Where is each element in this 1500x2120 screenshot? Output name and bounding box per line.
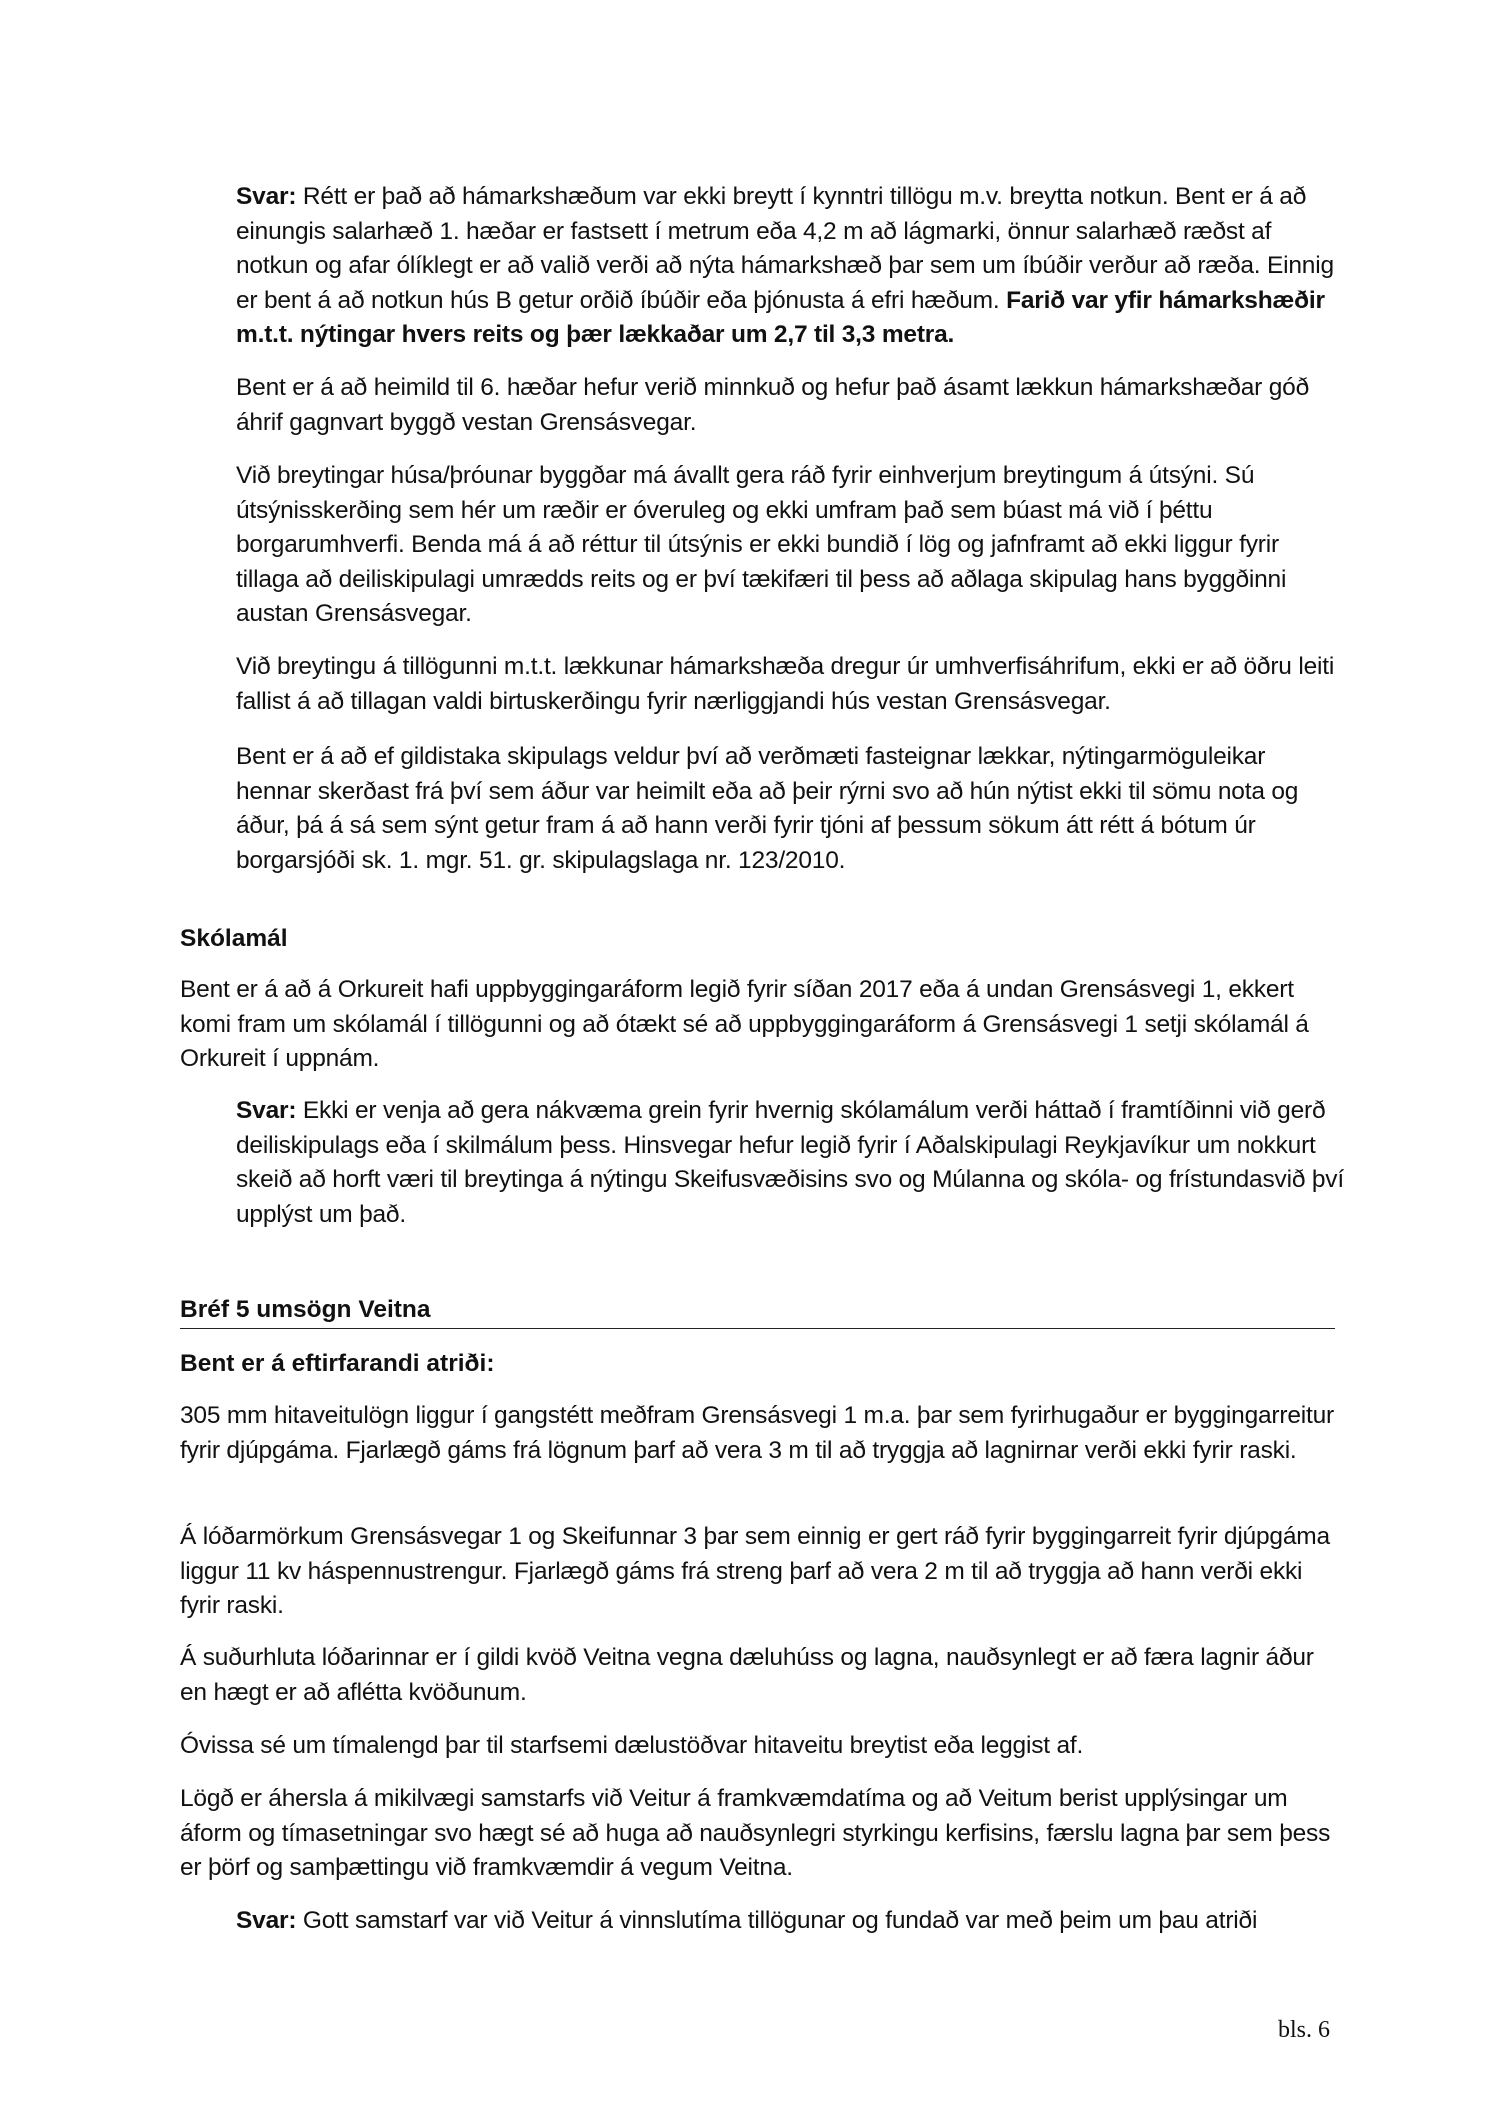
heading-school: Skólamál xyxy=(180,925,288,952)
paragraph-uncertainty: Óvissa sé um tímalengd þar til starfsemi dælustöðvar hitaveitu breytist eða leggist af. xyxy=(180,1732,1084,1759)
reply-school-paragraph xyxy=(236,1094,1346,1232)
paragraph-sixth-floor: Bent er á að heimild til 6. hæðar hefur verið minnkuð og hefur það ásamt lækkun hámarkshæðar góð áhrif gagnvart byggð vestan Grensásvegar. xyxy=(236,374,1310,436)
paragraph-view: Við breytingar húsa/þróunar byggðar má ávallt gera ráð fyrir einhverjum breytingum á útsýni. Sú útsýnisskerðing sem hér um ræðir er óveruleg og ekki umfram það sem búast má við í þéttu borgarumhverfi. Benda má á að réttur til útsýnis er ekki bundið í lög og jafnframt að ekki liggur fyrir tillaga að deiliskipulagi umrædds reits og er því tækifæri til þess að aðlaga skipulag hans byggðinni austan Grensásvegar. xyxy=(236,462,1287,627)
subheading-points: Bent er á eftirfarandi atriði: xyxy=(180,1350,495,1377)
paragraph-cooperation: Lögð er áhersla á mikilvægi samstarfs við Veitur á framkvæmdatíma og að Veitum berist upplýsingar um áform og tímasetningar svo hægt sé að huga að nauðsynlegri styrkingu kerfisins, færslu lagna þar sem þess er þörf og samþættingu við framkvæmdir á vegum Veitna. xyxy=(180,1785,1331,1881)
reply-label: Svar: xyxy=(236,183,297,210)
heading-letter-5: Bréf 5 umsögn Veitna xyxy=(180,1296,431,1323)
reply-text: Ekki er venja að gera nákvæma grein fyrir hvernig skólamálum verði háttað í framtíðinni við gerð deiliskipulags eða í skilmálum þess. Hinsvegar hefur legið fyrir í Aðalskipulagi Reykjavíkur um nokkurt skeið að horft væri til breytinga á nýtingu Skeifusvæðisins svo og Múlanna og skóla- og frístundasvið því upplýst um það. xyxy=(236,1097,1344,1228)
reply-text: Rétt er það að hámarkshæðum var ekki breytt í kynntri tillögu m.v. breytta notkun. Bent er á að einungis salarhæð 1. hæðar er fastsett í metrum eða 4,2 m að lágmarki, önnur salarhæð ræðst af notkun og afar ólíklegt er að valið verði að nýta hámarkshæð þar sem um íbúðir verður að ræða. Einnig er bent á að notkun hús B getur orðið íbúðir eða þjónusta á efri hæðum. xyxy=(236,183,1334,314)
page-number: bls. 6 xyxy=(1277,2017,1330,2043)
paragraph-cable: Á lóðarmörkum Grensásvegar 1 og Skeifunnar 3 þar sem einnig er gert ráð fyrir byggingarreit fyrir djúpgáma liggur 11 kv háspennustrengur. Fjarlægð gáms frá streng þarf að vera 2 m til að tryggja að hann verði ekki fyrir raski. xyxy=(180,1523,1330,1619)
paragraph-pipe: 305 mm hitaveitulögn liggur í gangstétt meðfram Grensásvegi 1 m.a. þar sem fyrirhugaður er byggingarreitur fyrir djúpgáma. Fjarlægð gáms frá lögnum þarf að vera 3 m til að tryggja að lagnirnar verði ekki fyrir raski. xyxy=(180,1402,1334,1464)
reply-label: Svar: xyxy=(236,1097,297,1124)
paragraph-light: Við breytingu á tillögunni m.t.t. lækkunar hámarkshæða dregur úr umhverfisáhrifum, ekki er að öðru leiti fallist á að tillagan valdi birtuskerðingu fyrir nærliggjandi hús vestan Grensásvegar. xyxy=(236,653,1335,715)
reply-label: Svar: xyxy=(236,1907,297,1934)
paragraph-easement: Á suðurhluta lóðarinnar er í gildi kvöð Veitna vegna dæluhúss og lagna, nauðsynlegt er að færa lagnir áður en hægt er að aflétta kvöðunum. xyxy=(180,1644,1314,1706)
reply-veitur-paragraph xyxy=(236,1904,1346,1939)
reply-bold-text: Farið var yfir hámarkshæðir m.t.t. nýtingar hvers reits og þær lækkaðar um 2,7 til 3,3 metra. xyxy=(236,286,1325,348)
heading-underline xyxy=(180,1328,1335,1329)
reply-height-paragraph xyxy=(236,180,1346,353)
paragraph-compensation: Bent er á að ef gildistaka skipulags veldur því að verðmæti fasteignar lækkar, nýtingarmöguleikar hennar skerðast frá því sem áður var heimilt eða að þeir rýrni svo að hún nýtist ekki til sömu nota og áður, þá á sá sem sýnt getur fram á að hann verði fyrir tjóni af þessum sökum átt rétt á bótum úr borgarsjóði sk. 1. mgr. 51. gr. skipulagslaga nr. 123/2010. xyxy=(236,743,1299,874)
paragraph-school: Bent er á að á Orkureit hafi uppbyggingaráform legið fyrir síðan 2017 eða á undan Grensásvegi 1, ekkert komi fram um skólamál í tillögunni og að ótækt sé að uppbyggingaráform á Grensásvegi 1 setji skólamál á Orkureit í uppnám. xyxy=(180,976,1309,1072)
reply-text: Gott samstarf var við Veitur á vinnslutíma tillögunar og fundað var með þeim um þau atriði xyxy=(296,1907,1258,1934)
